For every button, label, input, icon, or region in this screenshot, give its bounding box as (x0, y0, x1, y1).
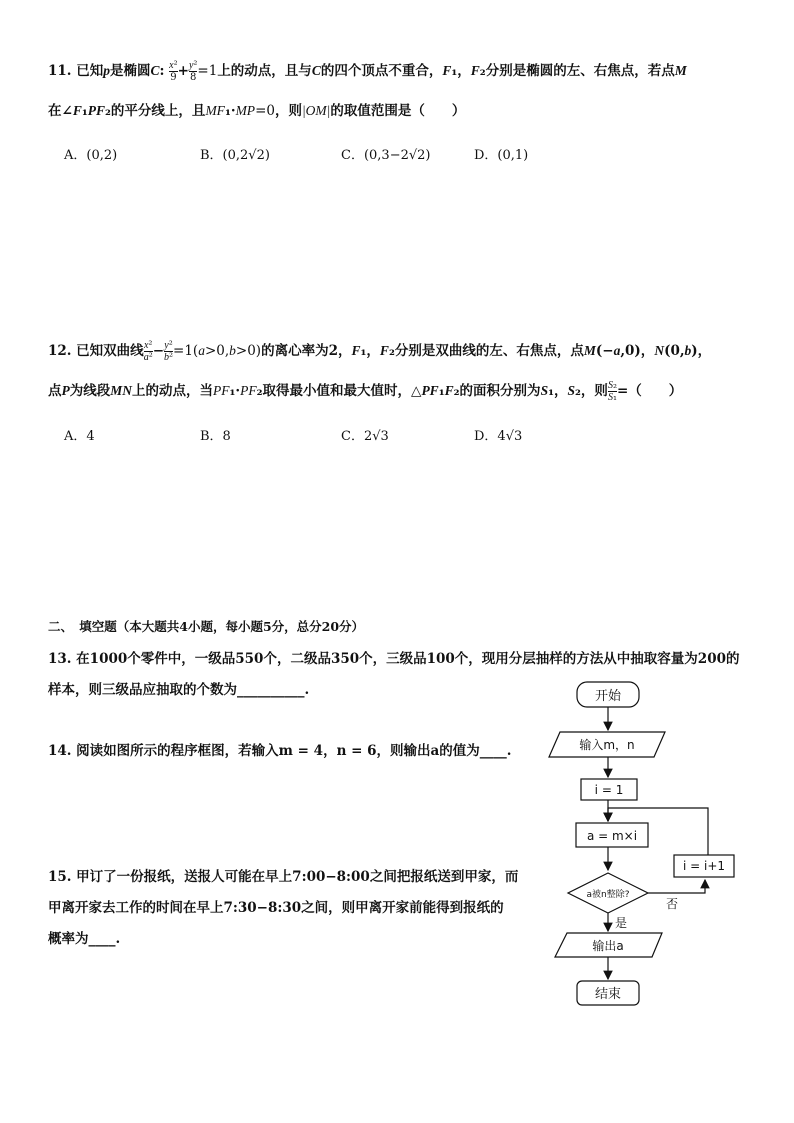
flowchart-start-label: 开始 (594, 689, 622, 704)
q15-line1: 15. 甲订了一份报纸，送报人可能在早上7:00−8:00之间把报纸送到甲家，而 (48, 869, 519, 885)
q11-option-a: A．(0,2) (64, 148, 118, 163)
q13-line2: 样本，则三级品应抽取的个数为__________. (48, 682, 310, 698)
q11-option-c: C．(0,3−2√2) (341, 148, 431, 163)
q12-line1: 12. 已知双曲线 $\frac{\text{x²}}{\text{a²}}$ − $\frac{\text{y²}}{\text{b²}}$ =1(a>0,b>0)的离心率为2，F₁，F₂分别是双曲线的左、右焦点，点M(−a,0)，N(0,b)， (48, 340, 712, 363)
flowchart-end-label: 结束 (594, 987, 622, 1002)
q12-option-a: A．4 (64, 429, 95, 444)
q12-option-b: B．8 (200, 429, 231, 444)
program-flowchart (540, 675, 750, 1015)
q11-line2: 在∠F₁PF₂的平分线上，且MF₁·MP=0，则|OM|的取值范围是（ ） (48, 103, 466, 119)
flowchart-decision-label: a被n整除? (586, 890, 630, 900)
section-heading: 二、 填空题（本大题共4小题，每小题5分，总分20分） (48, 619, 365, 634)
q12-option-d: D．4√3 (474, 429, 523, 444)
flowchart-output-label: 输出a (592, 939, 624, 953)
flowchart-yes-label: 是 (615, 916, 628, 930)
flowchart-assign-label: a = m×i (586, 829, 638, 843)
flowchart-increment-label: i = i+1 (682, 859, 726, 873)
q15-line2: 甲离开家去工作的时间在早上7:30−8:30之间，则甲离开家前能得到报纸的 (48, 900, 504, 916)
q11-line1: 11. 已知p是椭圆C: $\frac{\text{x²}}{9}$ + $\frac{\text{y²}}{8}$ =1上的动点，且与C的四个顶点不重合，F₁，F₂分别是椭圆的左、右焦点，若点M (48, 60, 687, 83)
q11-number: 11. (48, 63, 72, 79)
q15-line3: 概率为____. (48, 931, 121, 947)
flowchart-no-label: 否 (666, 897, 679, 911)
q11-option-b: B．(0,2√2) (200, 148, 270, 163)
flowchart-input-label: 输入m，n (579, 738, 635, 752)
q11-option-d: D．(0,1) (474, 148, 529, 163)
q12-option-c: C．2√3 (341, 429, 389, 444)
q14-line1: 14. 阅读如图所示的程序框图，若输入m = 4，n = 6，则输出a的值为____. (48, 743, 512, 759)
q12-line2: 点P为线段MN上的动点，当PF₁·PF₂取得最小值和最大值时，△PF₁F₂的面积分别为S₁，S₂，则 $\frac{\text{S₂}}{\text{S₁}}$ =（ ） (48, 380, 683, 403)
flowchart-init-label: i = 1 (594, 783, 624, 797)
q13-line1: 13. 在1000个零件中，一级品550个，二级品350个，三级品100个，现用分层抽样的方法从中抽取容量为200的 (48, 651, 740, 667)
